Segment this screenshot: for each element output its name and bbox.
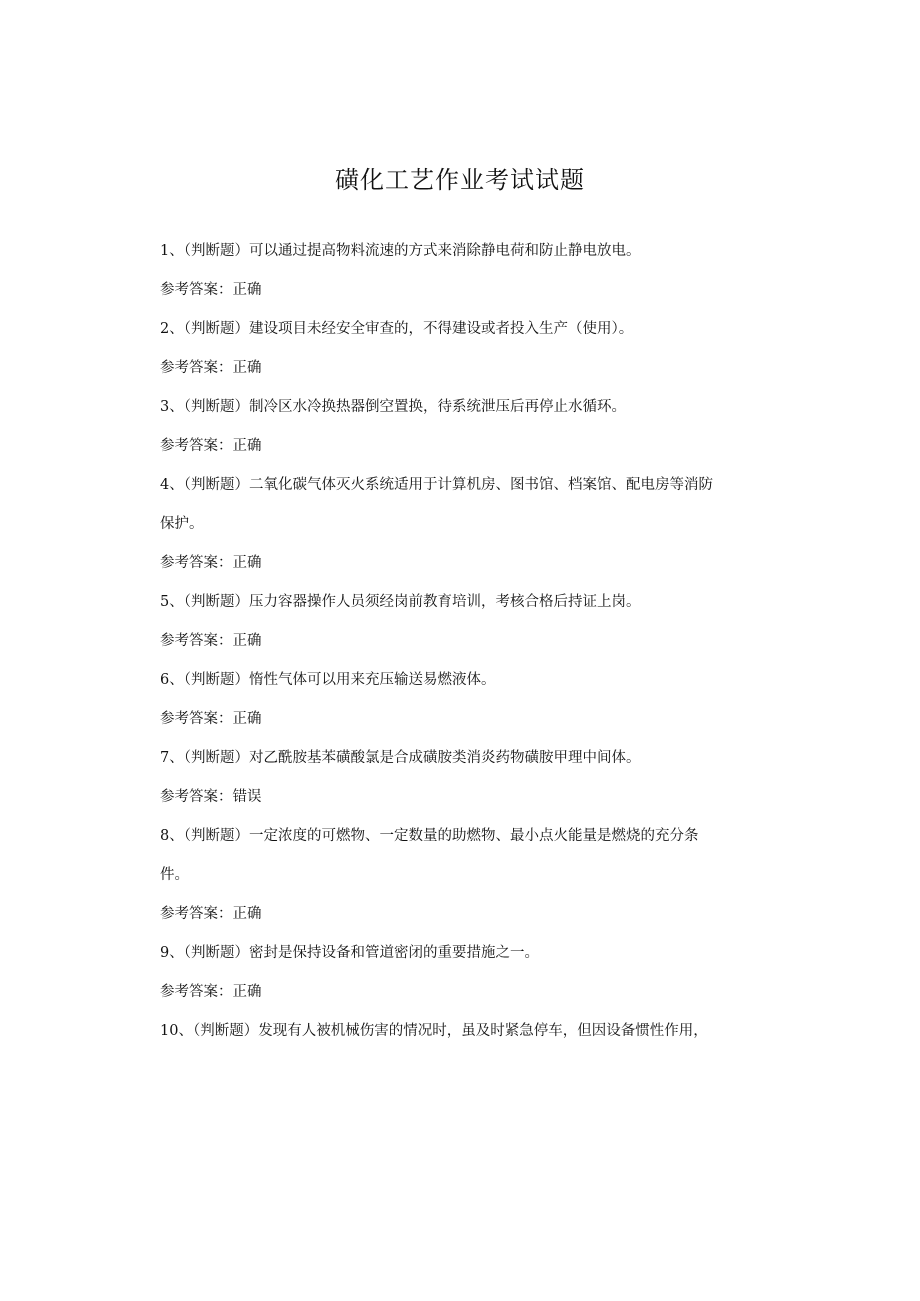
question-5-answer: 参考答案：正确 <box>160 633 262 649</box>
question-list <box>160 232 760 1051</box>
question-9-line-1: 9、（判断题）密封是保持设备和管道密闭的重要措施之一。 <box>160 945 539 961</box>
question-3-line-1: 3、（判断题）制冷区水冷换热器倒空置换，待系统泄压后再停止水循环。 <box>160 399 626 415</box>
question-4-line-1: 4、（判断题）二氧化碳气体灭火系统适用于计算机房、图书馆、档案馆、配电房等消防 <box>160 477 713 493</box>
question-4-line-2: 保护。 <box>160 516 204 532</box>
question-8-line-1: 8、（判断题）一定浓度的可燃物、一定数量的助燃物、最小点火能量是燃烧的充分条 <box>160 828 699 844</box>
question-8-answer: 参考答案：正确 <box>160 906 262 922</box>
question-1-line-1: 1、（判断题）可以通过提高物料流速的方式来消除静电荷和防止静电放电。 <box>160 243 641 259</box>
page-title: 磺化工艺作业考试试题 <box>335 166 585 194</box>
question-7-line-1: 7、（判断题）对乙酰胺基苯磺酸氯是合成磺胺类消炎药物磺胺甲理中间体。 <box>160 750 641 766</box>
question-4-answer: 参考答案：正确 <box>160 555 262 571</box>
question-9-answer: 参考答案：正确 <box>160 984 262 1000</box>
question-2-answer: 参考答案：正确 <box>160 360 262 376</box>
question-5-line-1: 5、（判断题）压力容器操作人员须经岗前教育培训，考核合格后持证上岗。 <box>160 594 641 610</box>
question-6-line-1: 6、（判断题）惰性气体可以用来充压输送易燃液体。 <box>160 672 496 688</box>
question-3-answer: 参考答案：正确 <box>160 438 262 454</box>
question-2-line-1: 2、（判断题）建设项目未经安全审查的，不得建设或者投入生产（使用）。 <box>160 321 634 337</box>
question-10-line-1: 10、（判断题）发现有人被机械伤害的情况时，虽及时紧急停车，但因设备惯性作用， <box>160 1023 708 1039</box>
question-7-answer: 参考答案：错误 <box>160 789 262 805</box>
question-1-answer: 参考答案：正确 <box>160 282 262 298</box>
question-8-line-2: 件。 <box>160 867 189 883</box>
question-6-answer: 参考答案：正确 <box>160 711 262 727</box>
